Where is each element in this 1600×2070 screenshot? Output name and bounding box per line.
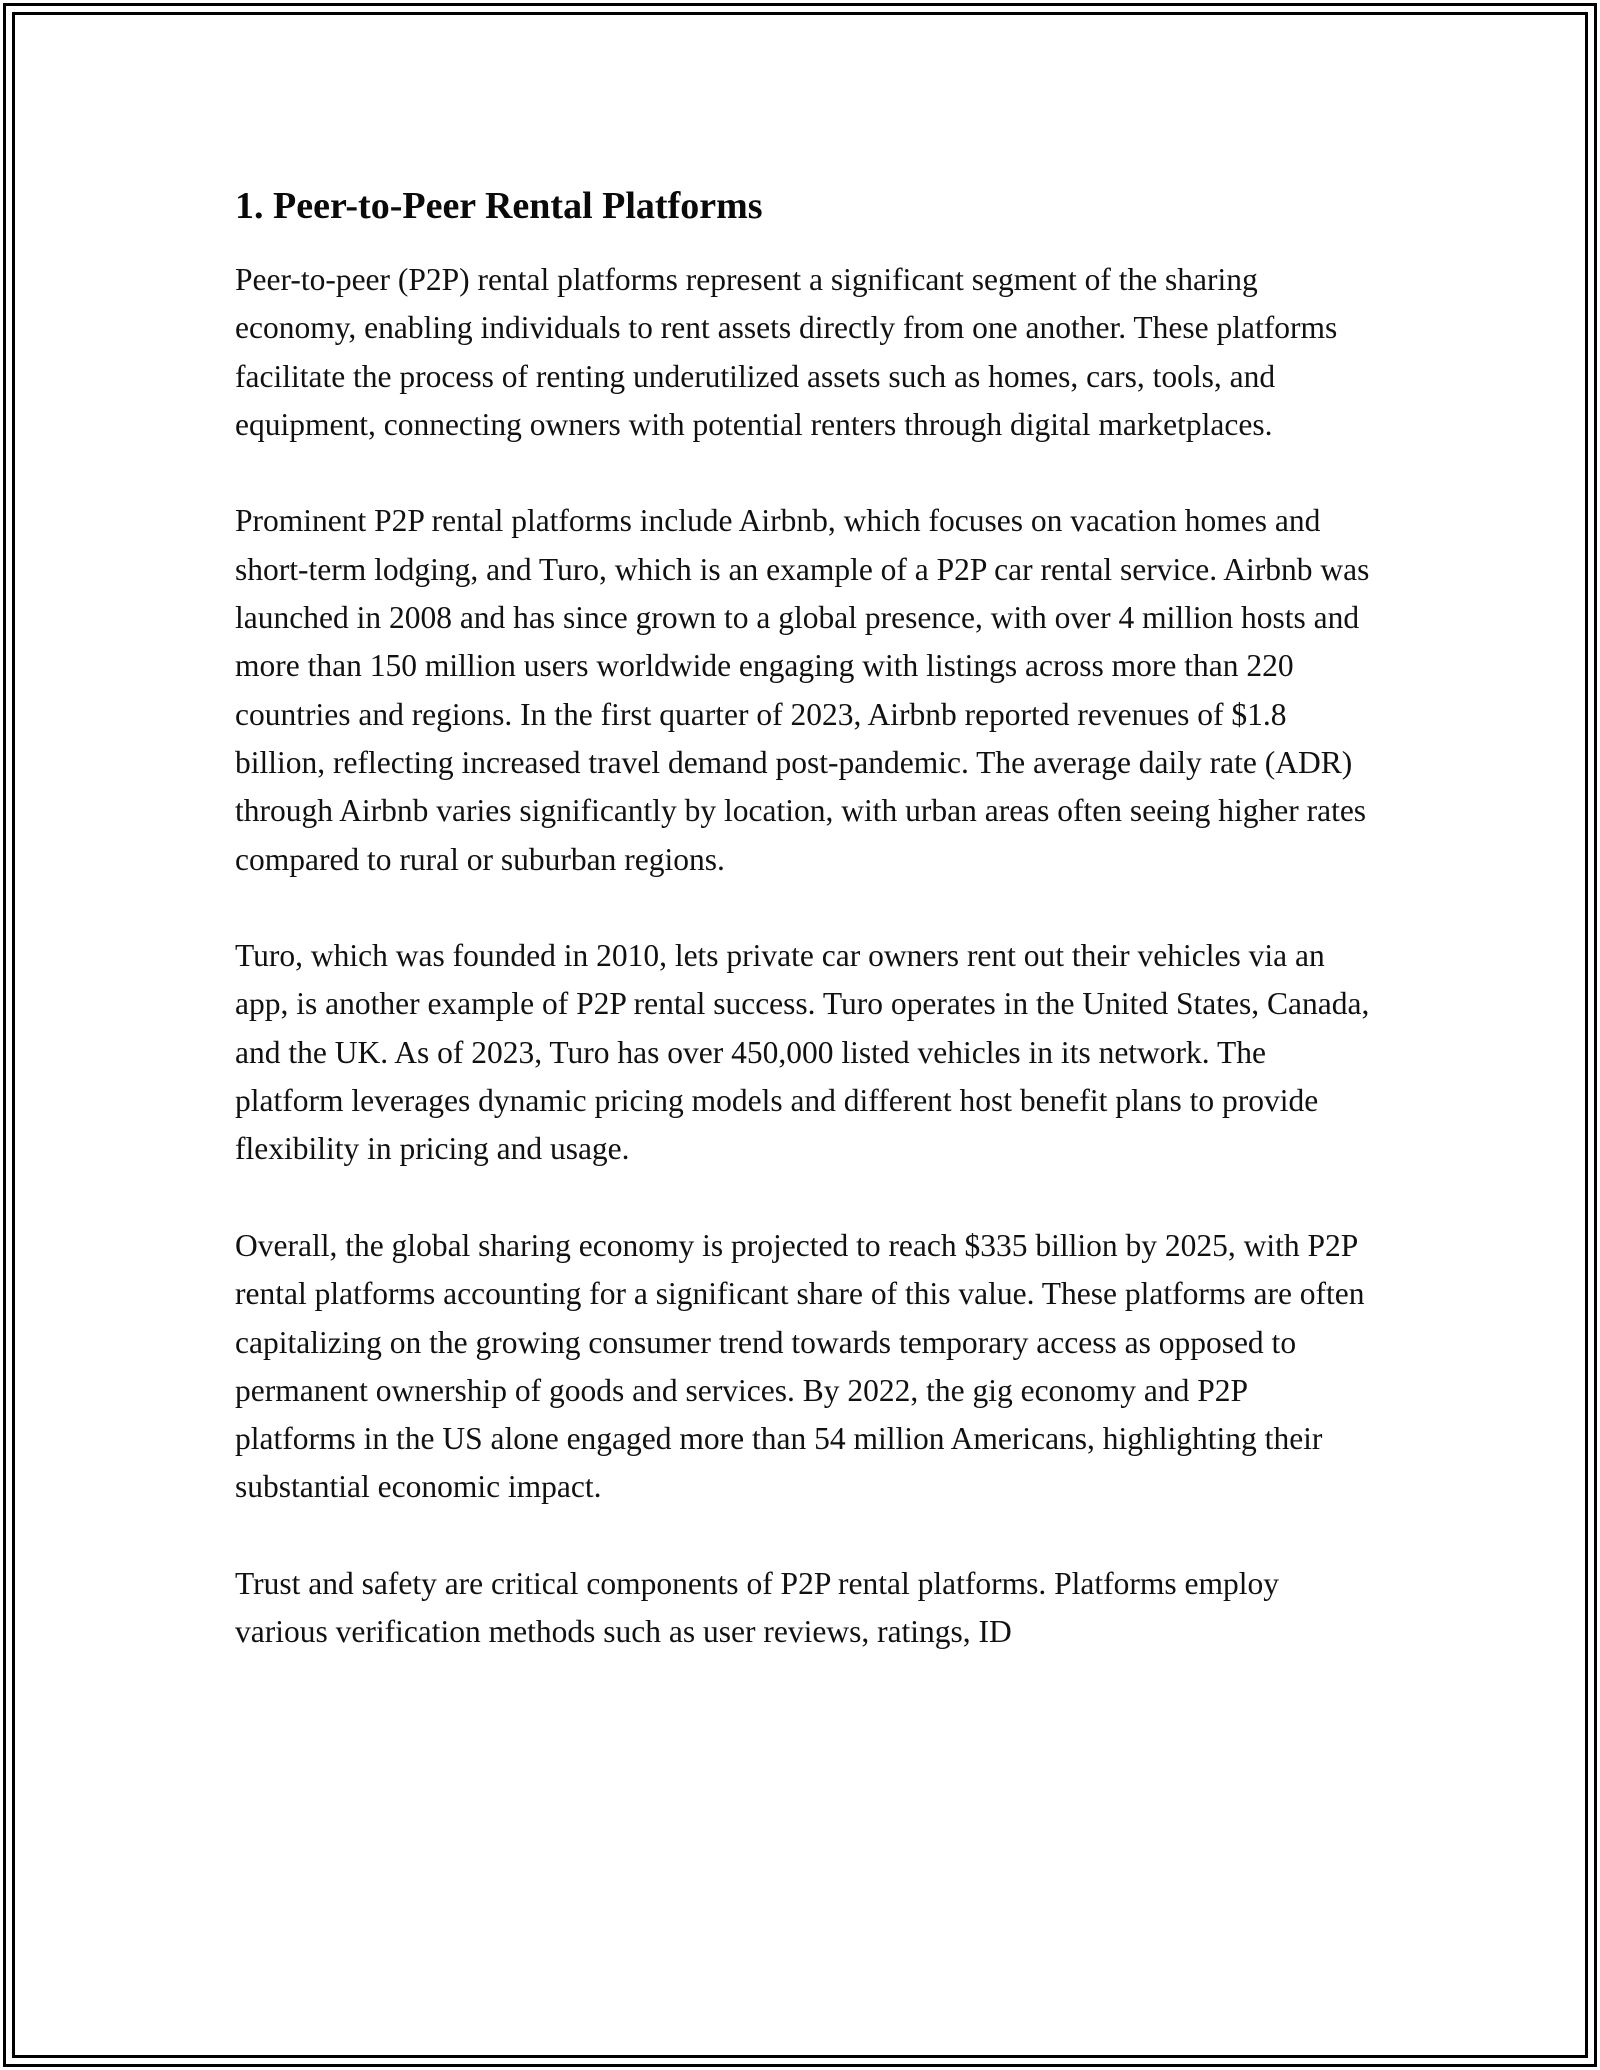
section-heading: 1. Peer-to-Peer Rental Platforms <box>235 185 763 227</box>
paragraph-trust-safety: Trust and safety are critical components of P2P rental platforms. Platforms employ various verification methods such as user reviews, ratings, ID <box>235 1566 1279 1650</box>
paragraph-market-size: Overall, the global sharing economy is projected to reach $335 billion by 2025, with P2P rental platforms accounting for a significant share of this value. These platforms are often capitalizing on the growing consumer trend towards temporary access as opposed to permanent ownership of goods and services. By 2022, the gig economy and P2P platforms in the US alone engaged more than 54 million Americans, highlighting their substantial economic impact. <box>235 1227 1365 1505</box>
paragraph-airbnb: Prominent P2P rental platforms include Airbnb, which focuses on vacation homes and short-term lodging, and Turo, which is an example of a P2P car rental service. Airbnb was launched in 2008 and has since grown to a global presence, with over 4 million hosts and more than 150 million users worldwide engaging with listings across more than 220 countries and regions. In the first quarter of 2023, Airbnb reported revenues of $1.8 billion, reflecting increased travel demand post-pandemic. The average daily rate (ADR) through Airbnb varies significantly by location, with urban areas often seeing higher rates compared to rural or suburban regions. <box>235 503 1370 877</box>
paragraph-turo: Turo, which was founded in 2010, lets private car owners rent out their vehicles via an app, is another example of P2P rental success. Turo operates in the United States, Canada, and the UK. As of 2023, Turo has over 450,000 listed vehicles in its network. The platform leverages dynamic pricing models and different host benefit plans to provide flexibility in pricing and usage. <box>235 938 1370 1167</box>
document-body <box>235 182 1375 1705</box>
paragraph-intro: Peer-to-peer (P2P) rental platforms represent a significant segment of the sharing economy, enabling individuals to rent assets directly from one another. These platforms facilitate the process of renting underutilized assets such as homes, cars, tools, and equipment, connecting owners with potential renters through digital marketplaces. <box>235 262 1338 442</box>
